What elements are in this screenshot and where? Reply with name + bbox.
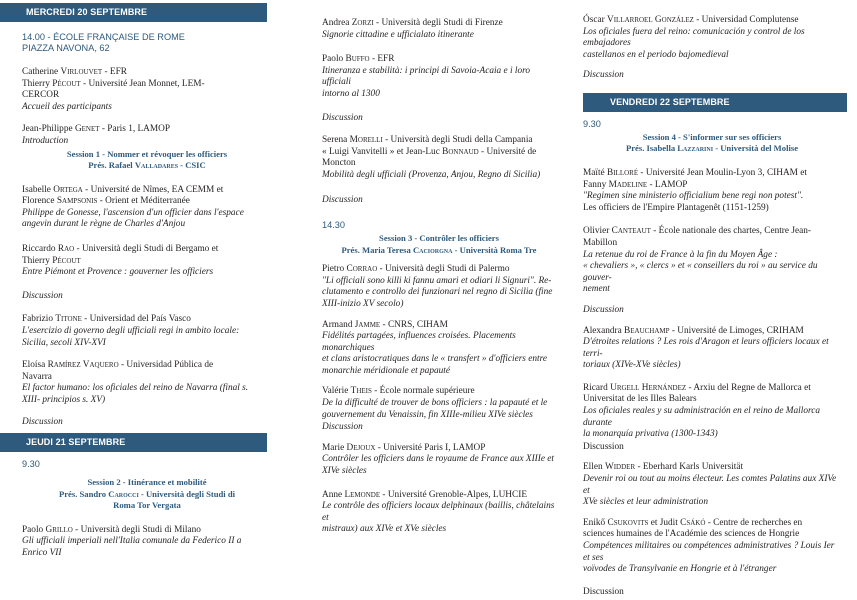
talk-title: XIVe siècles xyxy=(322,466,367,477)
talk-title: "Regimen sine ministerio officialium bene regi non potest". xyxy=(583,191,804,202)
speaker-line: Moncton xyxy=(322,158,356,169)
speaker-line: Navarra xyxy=(22,371,52,382)
talk-title: D'étroites relations ? Les rois d'Aragon et leurs officiers locaux et terri- xyxy=(583,337,829,359)
venue xyxy=(22,32,272,54)
column-middle xyxy=(322,0,556,536)
speaker-line: Universitat de les Illes Balears xyxy=(583,394,697,405)
speaker-line: Eloísa Ramírez Vaquero - Universidad Pública de xyxy=(22,360,214,371)
speaker-line: Jean-Philippe Genet - Paris 1, LAMOP xyxy=(22,124,171,135)
speaker-line: Serena Morelli - Università degli Studi della Campania xyxy=(322,135,533,146)
discussion-label: Discussion xyxy=(583,586,624,597)
talk-title: monarchie méridionale et papauté xyxy=(322,365,450,376)
speaker-line: « Luigi Vanvitelli » et Jean-Luc Bonnaud - Université de xyxy=(322,146,537,157)
talk-title: Le contrôle des officiers locaux delphinaux (baillis, châtelains et xyxy=(322,501,555,523)
session-time: 9.30 xyxy=(22,459,40,470)
talk-titone xyxy=(22,314,272,349)
talk-widder xyxy=(583,462,841,508)
talk-morelli xyxy=(322,135,556,181)
session-time: 14.30 xyxy=(322,220,345,231)
talk-corrao xyxy=(322,264,556,310)
talk-urgell xyxy=(583,383,841,441)
talk-title: Gli ufficiali imperiali nell'Italia comunale da Federico II a xyxy=(22,536,242,547)
talk-title: nement xyxy=(583,284,610,295)
talk-title: XIII- principios s. XV) xyxy=(22,394,106,405)
talk-title: Enrico VII xyxy=(22,547,62,558)
session-chair: Prés. Sandro Carocci - Università degli Studi di xyxy=(58,488,236,499)
session-2-header xyxy=(22,477,272,512)
session-4-header xyxy=(583,132,841,155)
talk-title: La retenue du roi de France à la fin du Moyen Âge : xyxy=(583,249,778,260)
speaker-line: Anne Lemonde - Université Grenoble-Alpes, LUHCIE xyxy=(322,489,527,500)
session-1-header xyxy=(22,149,272,172)
talk-title: Introduction xyxy=(22,135,69,146)
talk-title: L'esercizio di governo degli ufficiali regi in ambito locale: xyxy=(22,325,240,336)
discussion-label: Discussion xyxy=(322,422,363,433)
speaker-line: Pietro Corrao - Università degli Studi di Palermo xyxy=(322,264,510,275)
talk-title: toriaux (XIVe-XVe siècles) xyxy=(583,360,681,371)
session-time: 9.30 xyxy=(583,118,601,129)
talk-billore xyxy=(583,168,841,214)
speaker-line: Thierry Pécout xyxy=(22,255,81,266)
speaker-line: Riccardo Rao - Università degli Studi di Bergamo et xyxy=(22,243,219,254)
talk-title: Los oficiales reales y su administración en el reino de Mallorca durante xyxy=(583,406,821,428)
session-chair: Prés. Maria Teresa Caciorgna - Università Roma Tre xyxy=(341,244,537,255)
discussion-label: Discussion xyxy=(583,441,624,452)
talk-title: Philippe de Gonesse, l'ascension d'un officier dans l'espace xyxy=(22,207,244,218)
speaker-line: Paolo Buffo - EFR xyxy=(322,54,395,65)
talk-villarroel xyxy=(583,15,841,61)
talk-title: De la difficulté de trouver de bons officiers : la papauté et le xyxy=(322,398,548,409)
speaker-line: Andrea Zorzi - Università degli Studi di Firenze xyxy=(322,18,503,28)
talk-title: mistraux) aux XIVe et XVe siècles xyxy=(322,524,447,535)
talk-jamme xyxy=(322,320,556,378)
talk-title: Accueil des participants xyxy=(22,101,112,112)
speaker-line: Paolo Grillo - Università degli Studi di Milano xyxy=(22,524,201,535)
session-title: Session 1 - Nommer et révoquer les officiers xyxy=(66,148,228,159)
talk-title: Entre Piémont et Provence : gouverner les officiers xyxy=(22,267,214,278)
talk-lemonde xyxy=(322,490,556,536)
talk-title: castellanos en el periodo bajomedieval xyxy=(583,49,729,60)
day-header-friday: VENDREDI 22 SEPTEMBRE xyxy=(583,93,847,112)
speaker-line: Mabillon xyxy=(583,237,618,248)
talk-dejoux xyxy=(322,443,556,478)
venue-place: PIAZZA NAVONA, 62 xyxy=(22,43,110,53)
talk-ramirez xyxy=(22,360,272,406)
talk-title: Sicilia, secoli XIV-XVI xyxy=(22,337,106,348)
speaker-line: Isabelle Ortega - Université de Nîmes, EA CEMM et xyxy=(22,184,224,195)
speaker-line: Ricard Urgell Hernández - Arxiu del Regne de Mallorca et xyxy=(583,382,811,393)
talk-title: El factor humano: los oficiales del reino de Navarra (final s. xyxy=(22,383,249,394)
talk-rao xyxy=(22,244,272,279)
discussion-label: Discussion xyxy=(583,304,624,315)
talk-title: Los oficiales fuera del reino: comunicación y control de los embajadores xyxy=(583,26,805,49)
speaker-line: Alexandra Beauchamp - Université de Limoges, CRIHAM xyxy=(583,325,804,336)
speaker-line: Valérie Theis - École normale supérieure xyxy=(322,386,475,397)
speaker-line: Maïté Billoré - Université Jean Moulin-Lyon 3, CIHAM et xyxy=(583,167,807,178)
talk-title: Mobilità degli ufficiali (Provenza, Anjou, Regno di Sicilia) xyxy=(322,169,541,180)
talk-title: gouvernement du Venaissin, fin XIIIe-milieu XIVe siècles xyxy=(322,409,533,420)
talk-beauchamp xyxy=(583,326,841,372)
speaker-line: Florence Sampsonis - Orient et Méditerranée xyxy=(22,196,190,207)
session-title: Session 3 - Contrôler les officiers xyxy=(379,233,499,244)
discussion-label: Discussion xyxy=(322,194,363,205)
speaker-line: CERCOR xyxy=(22,90,60,101)
talk-title: Fidélités partagées, influences croisées. Placements monarchiques xyxy=(322,331,516,353)
discussion-label: Discussion xyxy=(583,70,624,81)
talk-title: « chevaliers », « clercs » et « conseillers du roi » au service du gouver- xyxy=(583,261,818,283)
speaker-line: Ellen Widder - Eberhard Karls Universität xyxy=(583,462,744,473)
speaker-line: Óscar Villarroel González - Universidad Complutense xyxy=(583,15,799,25)
talk-title: XVe siècles et leur administration xyxy=(583,497,708,508)
venue-time: 14.00 - ÉCOLE FRANÇAISE DE ROME xyxy=(22,32,185,42)
talk-ortega xyxy=(22,185,272,231)
speaker-line: Marie Dejoux - Université Paris I, LAMOP xyxy=(322,442,486,453)
talk-canteaut xyxy=(583,226,841,296)
talk-title: clutamento e controllo dei funzionari nel regno di Sicilia (fine xyxy=(322,287,553,298)
session-chair: Prés. Rafael Valladares - CSIC xyxy=(88,160,206,171)
session-title: Session 4 - S'informer sur ses officiers xyxy=(642,131,782,142)
talk-title: Itineranza e stabilità: i principi di Savoia-Acaia e i loro ufficiali xyxy=(322,65,531,88)
session-3-header xyxy=(322,233,556,256)
session-chair: Roma Tor Vergata xyxy=(113,500,181,511)
speaker-line: Enikő Csukovits et Judit Csákó - Centre de recherches en xyxy=(583,517,803,528)
talk-title: intorno al 1300 xyxy=(322,88,380,99)
day-header-wednesday: MERCREDI 20 SEPTEMBRE xyxy=(0,3,267,22)
talk-title: la monarquía privativa (1300-1343) xyxy=(583,429,718,440)
talk-title: et clans aristocratiques dans le « transfert » d'officiers entre xyxy=(322,354,548,365)
session-title: Session 2 - Itinérance et mobilité xyxy=(87,477,207,488)
talk-title: XIII-inizio XV secolo) xyxy=(322,298,404,309)
talk-title: voïvodes de Transylvanie en Hongrie et à l'étranger xyxy=(583,564,777,575)
talk-title: Signorie cittadine e ufficialato itinerante xyxy=(322,29,474,40)
talk-buffo xyxy=(322,54,556,100)
discussion-label: Discussion xyxy=(22,290,63,301)
day-header-thursday: JEUDI 21 SEPTEMBRE xyxy=(0,433,267,452)
session-chair: Prés. Isabella Lazzarini - Università del Molise xyxy=(625,143,799,154)
column-right xyxy=(583,0,841,598)
talk-title: Les officiers de l'Empire Plantagenêt (1151-1259) xyxy=(583,202,769,213)
discussion-label: Discussion xyxy=(322,112,363,123)
talk-introduction xyxy=(22,124,272,147)
talk-theis xyxy=(322,386,556,421)
speaker-line: Olivier Canteaut - École nationale des chartes, Centre Jean- xyxy=(583,226,811,237)
speaker-line: Fabrizio Titone - Universidad del País Vasco xyxy=(22,314,191,325)
column-left xyxy=(22,0,272,559)
talk-title: Devenir roi ou tout au moins électeur. Les comtes Palatins aux XIVe et xyxy=(583,474,837,496)
speaker-line: Armand Jamme - CNRS, CIHAM xyxy=(322,319,448,330)
speaker-line: Thierry Pécout - Université Jean Monnet, LEM- xyxy=(22,78,205,89)
speaker-line: Catherine Virlouvet - EFR xyxy=(22,67,127,77)
talk-title: Contrôler les officiers dans le royaume de France aux XIIIe et xyxy=(322,454,555,465)
speaker-line: sciences humaines de l'Académie des sciences de Hongrie xyxy=(583,529,800,540)
talk-zorzi xyxy=(322,18,556,41)
talk-welcome xyxy=(22,67,272,113)
talk-csukovits xyxy=(583,518,841,576)
speaker-line: Fanny Madeline - LAMOP xyxy=(583,179,688,190)
talk-title: angevin durant le règne de Charles d'Anjou xyxy=(22,219,186,230)
talk-title: "Li officiali sono killi ki fannu amari et odiari li Signuri". Re- xyxy=(322,275,552,286)
talk-grillo xyxy=(22,525,272,560)
discussion-label: Discussion xyxy=(22,417,63,428)
talk-title: Compétences militaires ou compétences administratives ? Louis Ier et ses xyxy=(583,541,835,563)
